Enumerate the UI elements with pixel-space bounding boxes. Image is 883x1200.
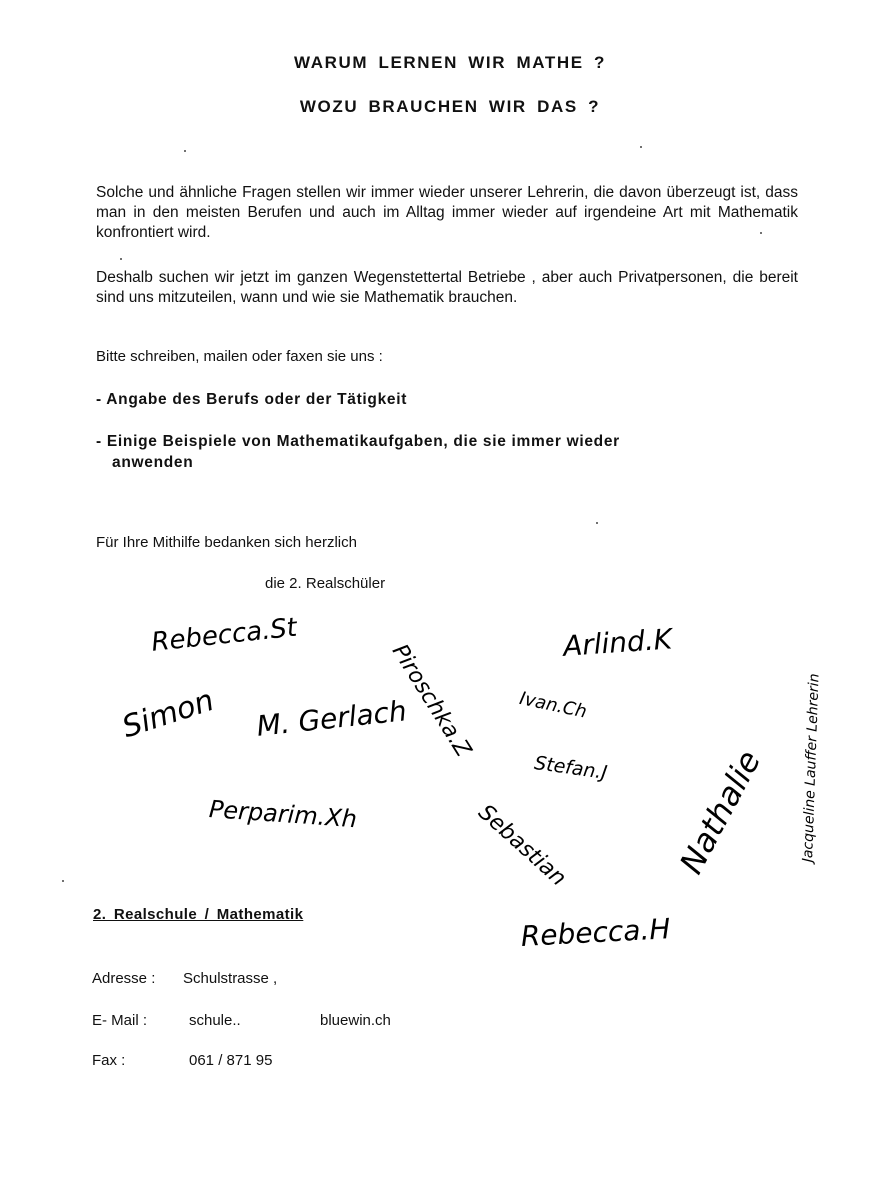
heading-line-2: WOZU BRAUCHEN WIR DAS ? xyxy=(299,97,601,116)
scan-speck xyxy=(62,880,64,882)
signature-arlind: Arlind.K xyxy=(562,622,674,663)
contact-heading: 2. Realschule / Mathematik xyxy=(93,906,304,923)
bullet-examples-line-2: anwenden xyxy=(112,454,194,471)
scan-speck xyxy=(184,150,186,152)
thanks-line: Für Ihre Mithilfe bedanken sich herzlich xyxy=(96,534,357,551)
scan-speck xyxy=(596,522,598,524)
bullet-profession: - Angabe des Berufs oder der Tätigkeit xyxy=(96,391,408,408)
sender-line: die 2. Realschüler xyxy=(265,575,386,592)
signature-nathalie: Nathalie xyxy=(672,744,769,880)
paragraph-intro: Solche und ähnliche Fragen stellen wir immer wieder unserer Lehrerin, die davon überzeugt ist, dass man in den meisten Berufen und auch im Alltag immer wieder auf irgendeine Art mit Mathematik konfrontiert wird. xyxy=(96,184,798,241)
signature-teacher: Jacqueline Lauffer Lehrerin xyxy=(800,673,823,863)
signature-perparim: Perparim.Xh xyxy=(208,795,358,834)
paragraph-request-context: Deshalb suchen wir jetzt im ganzen Wegenstettertal Betriebe , aber auch Privatpersonen, die bereit sind uns mitzuteilen, wann und wie sie Mathematik brauchen. xyxy=(96,269,798,306)
request-line: Bitte schreiben, mailen oder faxen sie uns : xyxy=(96,348,383,365)
bullet-examples xyxy=(96,431,620,473)
signature-stefan: Stefan.J xyxy=(532,752,609,784)
address-label: Adresse : xyxy=(92,970,156,987)
signature-rebecca-st: Rebecca.St xyxy=(150,612,299,658)
signature-simon: Simon xyxy=(118,682,219,746)
email-value-right: bluewin.ch xyxy=(320,1012,391,1029)
email-value-left: schule.. xyxy=(189,1012,241,1029)
scan-speck xyxy=(120,258,122,260)
signature-sebastian: Sebastian xyxy=(473,800,571,892)
scan-speck xyxy=(640,146,642,148)
signature-piroschka: Piroschka.Z xyxy=(386,640,476,762)
signature-gerlach: M. Gerlach xyxy=(255,694,409,743)
signature-ivan: Ivan.Ch xyxy=(517,688,589,723)
email-label: E- Mail : xyxy=(92,1012,148,1029)
scan-speck xyxy=(760,232,762,234)
fax-label: Fax : xyxy=(92,1052,126,1069)
bullet-examples-line-1: - Einige Beispiele von Mathematikaufgaben, die sie immer wieder xyxy=(96,433,620,450)
fax-value: 061 / 871 95 xyxy=(189,1052,273,1069)
address-value: Schulstrasse , xyxy=(183,970,278,987)
signature-rebecca-h: Rebecca.H xyxy=(520,912,672,953)
heading-line-1: WARUM LERNEN WIR MATHE ? xyxy=(294,53,606,72)
